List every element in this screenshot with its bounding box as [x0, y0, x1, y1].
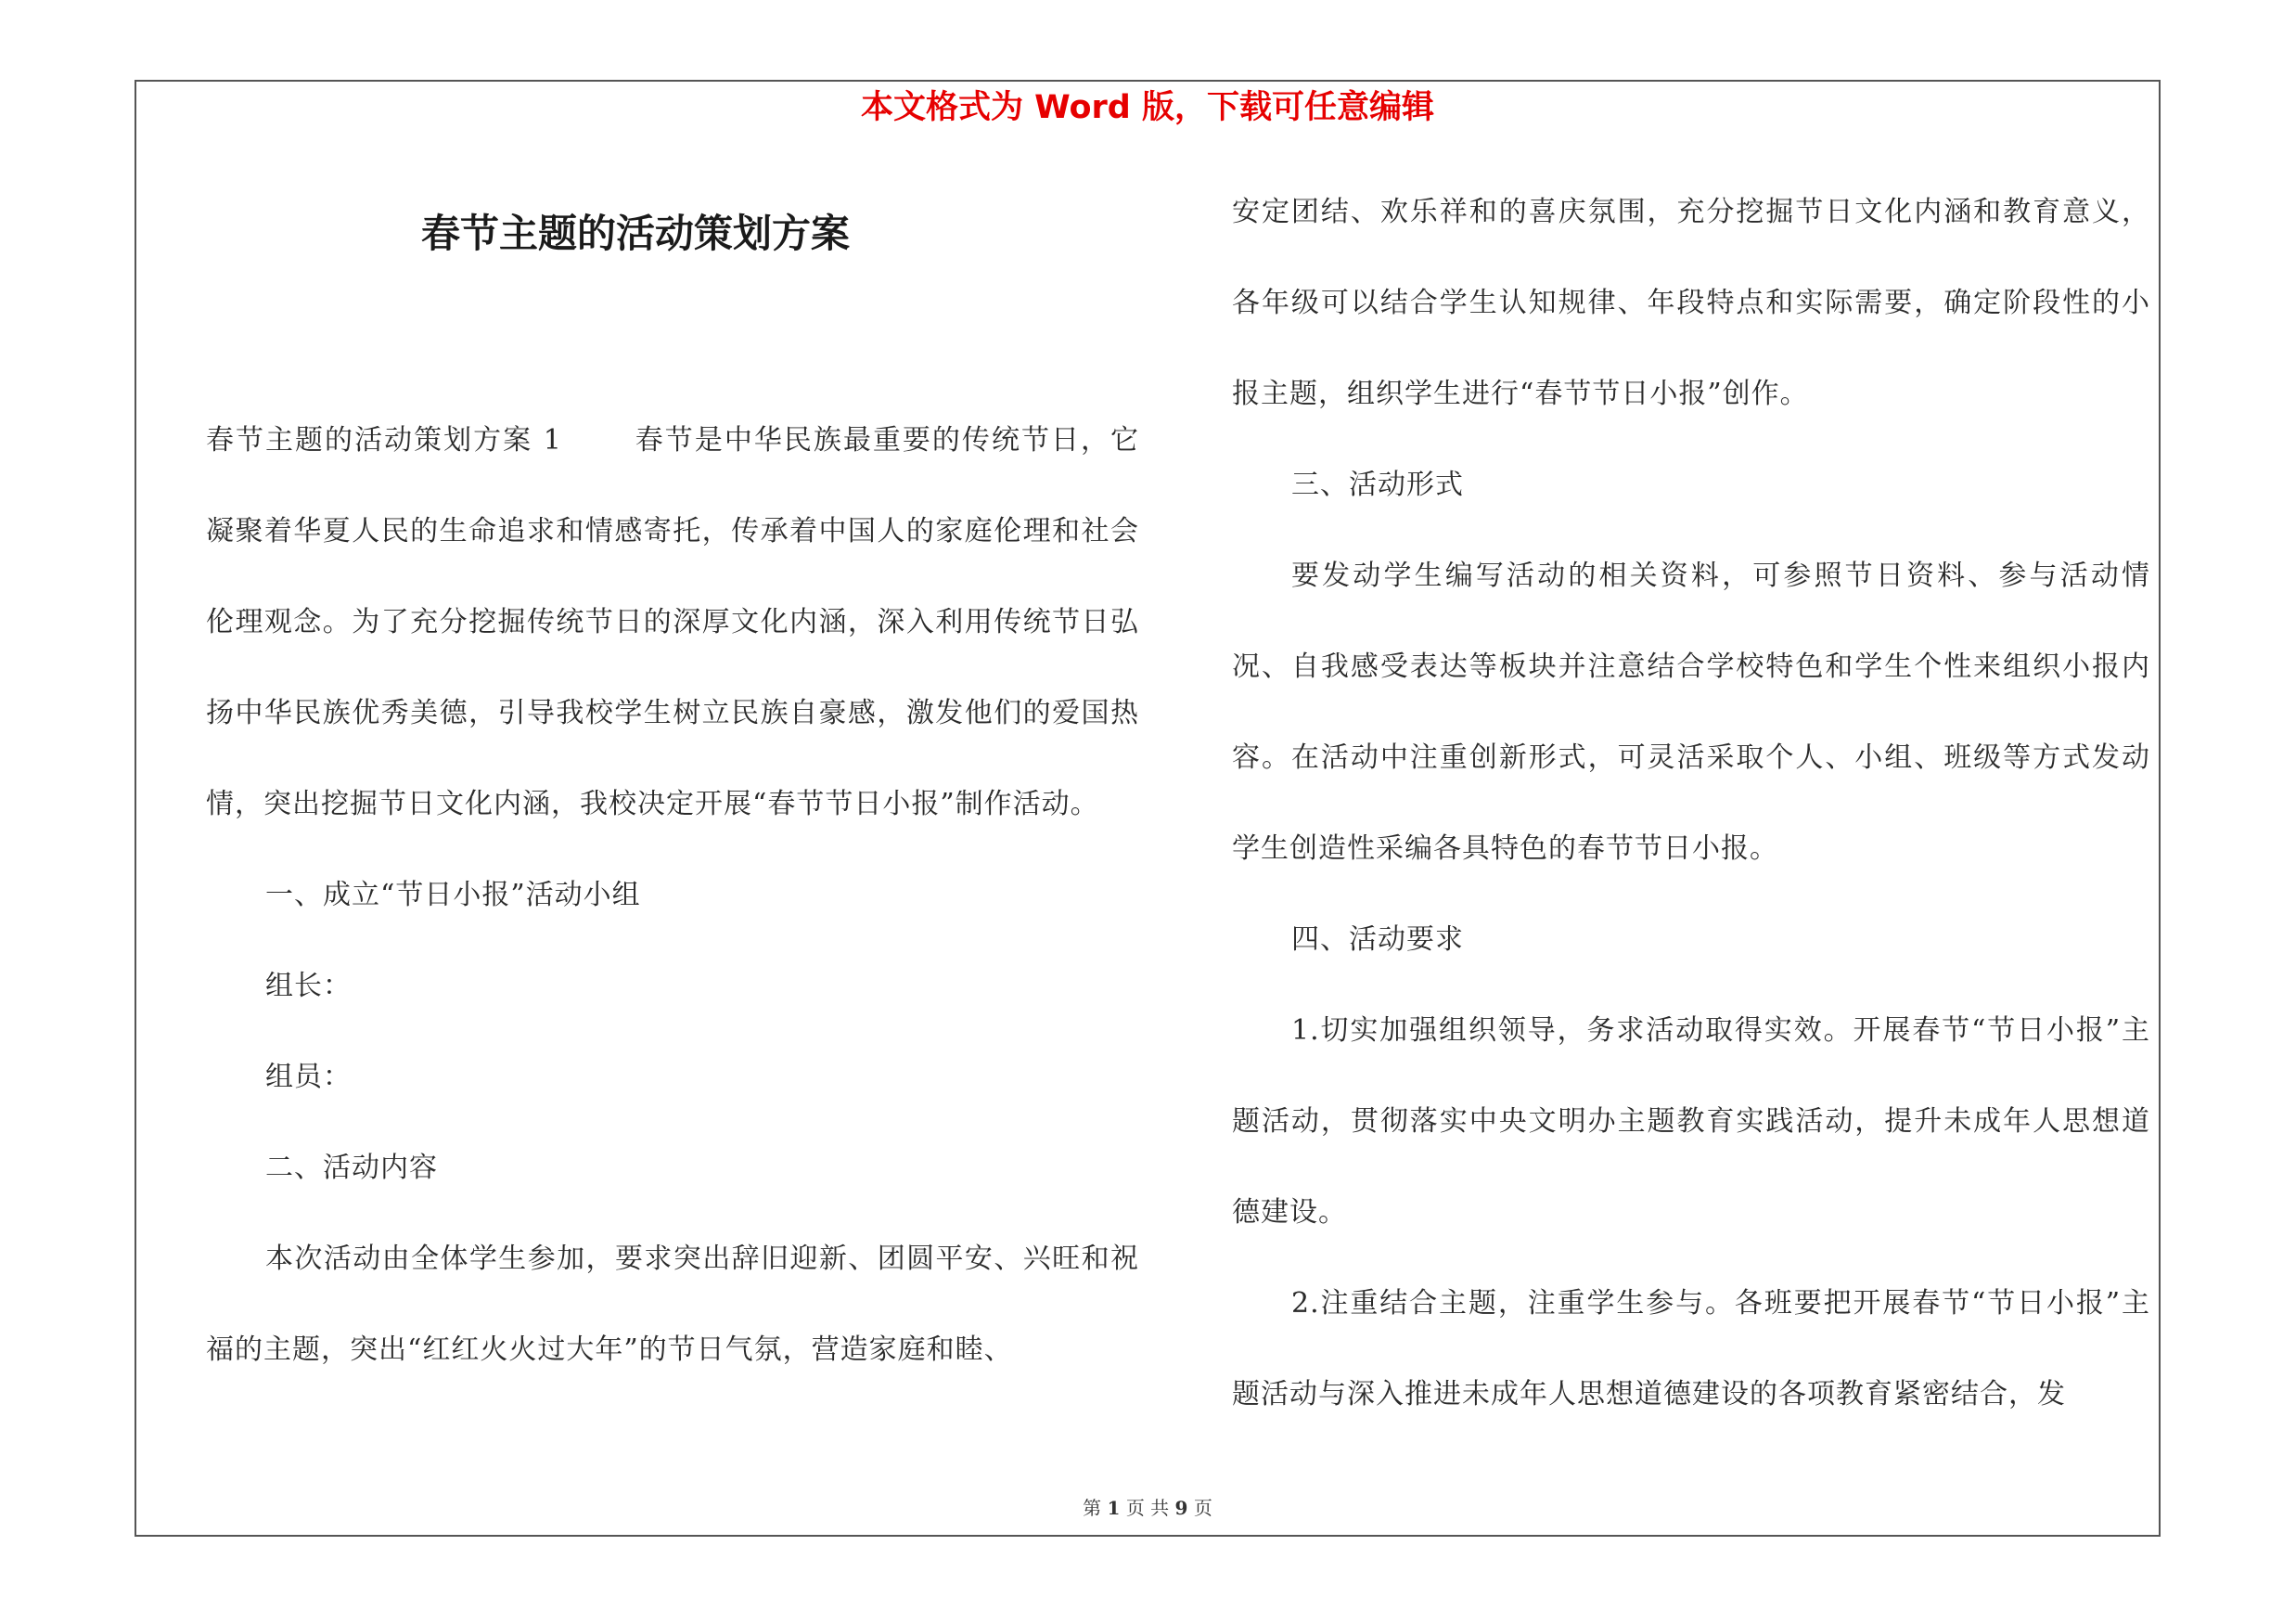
requirement-2: 2.注重结合主题，注重学生参与。各班要把开展春节“节日小报”主题活动与深入推进未成年人思想道德建设的各项教育紧密结合，发: [1232, 1287, 2150, 1410]
footer-suffix: 页: [1193, 1497, 1212, 1519]
left-column: [206, 395, 1139, 1396]
continued-paragraph: 安定团结、欢乐祥和的喜庆氛围，充分挖掘节日文化内涵和教育意义，各年级可以结合学生认知规律、年段特点和实际需要，确定阶段性的小报主题，组织学生进行“春节节日小报”创作。: [1232, 196, 2150, 410]
group-leader-line: 组长：: [265, 970, 352, 1002]
requirement-1: 1.切实加强组织领导，务求活动取得实效。开展春节“节日小报”主题活动，贯彻落实中央文明办主题教育实践活动，提升未成年人思想道德建设。: [1232, 1014, 2150, 1229]
group-members-line: 组员：: [265, 1061, 352, 1093]
current-page-number: 1: [1107, 1497, 1121, 1519]
intro-lead: 春节主题的活动策划方案 1: [206, 424, 562, 457]
right-column: [1232, 167, 2150, 1440]
footer-middle: 页 共: [1125, 1497, 1170, 1519]
section-heading-4: 四、活动要求: [1291, 923, 1464, 956]
section-heading-3: 三、活动形式: [1291, 469, 1464, 501]
page-footer: [135, 1494, 2161, 1522]
content-paragraph: 本次活动由全体学生参加，要求突出辞旧迎新、团圆平安、兴旺和祝福的主题，突出“红红火火过大年”的节日气氛，营造家庭和睦、: [206, 1243, 1139, 1366]
intro-paragraph: [206, 395, 1139, 850]
document-title: 春节主题的活动策划方案: [420, 211, 850, 256]
footer-prefix: 第: [1083, 1497, 1102, 1519]
form-paragraph: 要发动学生编写活动的相关资料，可参照节日资料、参与活动情况、自我感受表达等板块并注意结合学校特色和学生个性来组织小报内容。在活动中注重创新形式，可灵活采取个人、小组、班级等方式发动学生创造性采编各具特色的春节节日小报。: [1232, 560, 2150, 865]
section-heading-2: 二、活动内容: [265, 1152, 438, 1184]
section-heading-1: 一、成立“节日小报”活动小组: [265, 879, 641, 911]
total-pages-number: 9: [1174, 1497, 1188, 1519]
format-banner: 本文格式为 Word 版，下载可任意编辑: [860, 89, 1435, 126]
intro-body: 春节是中华民族最重要的传统节日，它凝聚着华夏人民的生命追求和情感寄托，传承着中国人的家庭伦理和社会伦理观念。为了充分挖掘传统节日的深厚文化内涵，深入利用传统节日弘扬中华民族优秀美德，引导我校学生树立民族自豪感，激发他们的爱国热情，突出挖掘节日文化内涵，我校决定开展“春节节日小报”制作活动。: [206, 424, 1140, 820]
